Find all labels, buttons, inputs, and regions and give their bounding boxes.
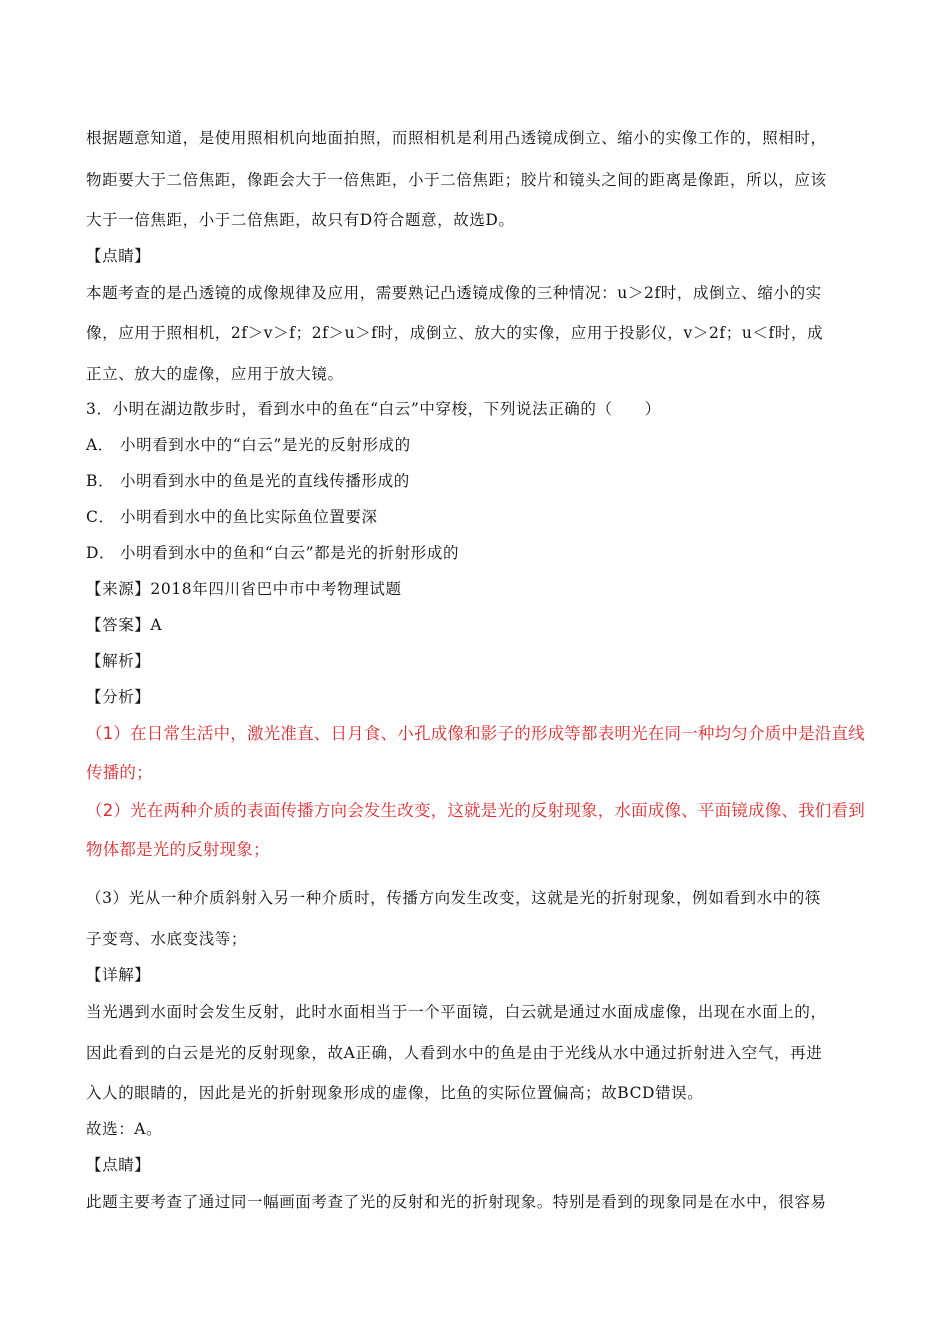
option-label: D． <box>86 544 116 562</box>
answer-line: 【答案】A <box>86 616 163 634</box>
text-line: 根据题意知道，是使用照相机向地面拍照，而照相机是利用凸透镜成倒立、缩小的实像工作的，照相时， <box>86 129 827 147</box>
detail-line: 因此看到的白云是光的反射现象，故A正确，人看到水中的鱼是由于光线从水中通过折射进入空气，再进 <box>86 1044 823 1062</box>
text-line: 本题考查的是凸透镜的成像规律及应用，需要熟记凸透镜成像的三种情况：u＞2f时，成倒立、缩小的实 <box>86 284 822 302</box>
source-line: 【来源】2018年四川省巴中市中考物理试题 <box>86 580 402 598</box>
text-line: 正立、放大的虚像，应用于放大镜。 <box>86 365 344 383</box>
text-line: 像，应用于照相机，2f＞v＞f；2f＞u＞f时，成倒立、放大的实像，应用于投影仪，v＞2f；u＜f时，成 <box>86 324 824 342</box>
question-stem: 3．小明在湖边散步时，看到水中的鱼在“白云”中穿梭，下列说法正确的（ ） <box>86 400 661 418</box>
text-line: 大于一倍焦距，小于二倍焦距，故只有D符合题意，故选D。 <box>86 211 515 229</box>
text-line: 物距要大于二倍焦距，像距会大于一倍焦距，小于二倍焦距；胶片和镜头之间的距离是像距，所以，应该 <box>86 171 827 189</box>
option-text: 小明看到水中的鱼比实际鱼位置要深 <box>120 508 378 526</box>
option-label: C． <box>86 508 115 526</box>
option-c <box>86 507 378 527</box>
option-a <box>86 435 411 455</box>
analysis-red-line: （1）在日常生活中，激光准直、日月食、小孔成像和影子的形成等都表明光在同一种均匀介质中是沿直线 <box>86 724 865 743</box>
analysis-point-3: （3）光从一种介质斜射入另一种介质时，传播方向发生改变，这就是光的折射现象，例如看到水中的筷 <box>86 889 821 907</box>
conclusion-line: 故选：A。 <box>86 1120 163 1138</box>
analysis-red-line: 物体都是光的反射现象； <box>86 840 270 859</box>
section-heading-dianjing: 【点睛】 <box>86 1156 151 1174</box>
text-line: 此题主要考查了通过同一幅画面考查了光的反射和光的折射现象。特别是看到的现象同是在水中，很容易 <box>86 1193 827 1211</box>
option-b <box>86 471 410 491</box>
option-text: 小明看到水中的鱼是光的直线传播形成的 <box>120 472 410 490</box>
section-heading-jiexi: 【解析】 <box>86 652 151 670</box>
detail-line: 当光遇到水面时会发生反射，此时水面相当于一个平面镜，白云就是通过水面成虚像，出现在水面上的， <box>86 1003 827 1021</box>
analysis-point-3: 子变弯、水底变浅等； <box>86 930 248 948</box>
option-text: 小明看到水中的鱼和“白云”都是光的折射形成的 <box>120 544 460 562</box>
section-heading-xiangjie: 【详解】 <box>86 966 151 984</box>
option-text: 小明看到水中的“白云”是光的反射形成的 <box>120 436 411 454</box>
analysis-red-line: （2）光在两种介质的表面传播方向会发生改变，这就是光的反射现象，水面成像、平面镜成像、我们看到 <box>86 801 865 820</box>
section-heading-dianjing: 【点睛】 <box>86 247 151 265</box>
option-label: B． <box>86 472 115 490</box>
section-heading-fenxi: 【分析】 <box>86 688 151 706</box>
detail-line: 入人的眼睛的，因此是光的折射现象形成的虚像，比鱼的实际位置偏高；故BCD错误。 <box>86 1084 704 1102</box>
option-d <box>86 543 459 563</box>
analysis-red-line: 传播的； <box>86 763 153 782</box>
option-label: A． <box>86 436 114 454</box>
